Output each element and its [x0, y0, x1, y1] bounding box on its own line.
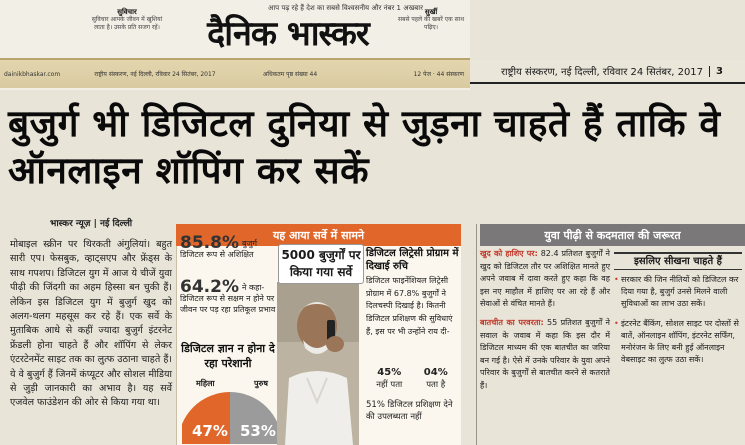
why-learn-item: • इंटरनेट बैंकिंग, सोशल साइट पर दोस्तों से बातें, ऑनलाइन शॉपिंग, इंटरनेट सर्फिंग, मनोरंजन के लिए बनी हुई ऑनलाइन वेबसाइट का लुत्फ उठा सकें।	[614, 318, 742, 367]
no-digital-title: डिजिटल ज्ञान न होना दे रहा परेशानी	[181, 342, 275, 370]
pie-male-label: पुरुष	[254, 379, 268, 388]
masthead-right-title: सुर्खी	[424, 8, 438, 16]
survey-header: यह आया सर्वे में सामने	[176, 224, 461, 246]
survey-stat-1	[180, 233, 276, 260]
survey-size-bubble: 5000 बुजुर्गों पर किया गया सर्वे	[278, 244, 364, 284]
page-line	[470, 60, 745, 84]
edition-note: अधिकतम पृष्ठ संख्या 44	[262, 71, 318, 78]
stat-1-value: 85.8%	[180, 233, 239, 253]
youth-body	[480, 248, 610, 393]
masthead-left-text: सुविचार आपके जीवन में खुशियां लाता है। उसके प्रति सजग रहें।	[91, 16, 163, 31]
page-number: 3	[709, 66, 723, 77]
byline: भास्कर न्यूज़ | नई दिल्ली	[50, 219, 133, 229]
youth-header: युवा पीढ़ी से कदमताल की जरूरत	[480, 224, 745, 246]
masthead-right-box	[392, 8, 470, 58]
why-learn-list	[614, 274, 742, 373]
pct-dont-know-value: 45%	[377, 367, 402, 378]
masthead-tagline: आप पढ़ रहे हैं देश का सबसे विश्वसनीय और नंबर 1 अखबार	[268, 4, 423, 12]
pie-male-value: 53%	[240, 422, 276, 440]
elderly-man-photo	[277, 282, 359, 445]
youth-para-1	[480, 248, 610, 311]
youth-para-1-text: 82.4 प्रतिशत बुजुर्गों ने खुद को डिजिटल तौर पर अशिक्षित मानते हुए अपने जवाब में दावा करते हुए कहा कि वह इस नए माहौल में हाशिए पर आ रहे हैं और सेवाओं से वंचित मानते हैं।	[480, 249, 611, 309]
pie-female-value: 47%	[192, 422, 228, 440]
masthead-right-text: सबसे पहले की खबरें एक साथ पढ़िए।	[397, 16, 465, 31]
photo-illustration	[277, 282, 359, 445]
youth-para-1-lead: खुद को हाशिए पर:	[480, 249, 538, 258]
page-count: 12 पेज · 44 संस्करण	[413, 71, 464, 78]
article-headline: बुजुर्ग भी डिजिटल दुनिया से जुड़ना चाहते हैं ताकि वे ऑनलाइन शॉपिंग कर सकें	[8, 102, 721, 192]
masthead-info-bar	[0, 58, 470, 88]
masthead-left-box	[88, 8, 166, 58]
newspaper-logo	[178, 12, 398, 52]
literacy-text: डिजिटल फाइनेंशियल लिट्रेसी प्रोग्राम में 67.8% बुजुर्गों ने दिलचस्पी दिखाई है। कितनी डिजिटल प्रशिक्षण की सुविधाएं हैं, इस पर भी उन्होंने राय दी-	[366, 276, 453, 336]
column-divider	[476, 224, 477, 445]
stat-1-text: बुजुर्ग डिजिटल रूप से अशिक्षित	[180, 239, 257, 259]
masthead	[0, 0, 470, 90]
youth-para-2-text: 55 प्रतिशत बुजुर्गों ने सवाल के जवाब में कहा कि इस दौर में डिजिटल माध्यम की एक बातचीत का जरिया बन गई है। ऐसे में उनके परिवार के युवा अपने परिवार के बुजुर्गों से बातचीत करने से कतराते हैं।	[480, 317, 610, 390]
page-line-text: राष्ट्रीय संस्करण, नई दिल्ली, रविवार 24 सितंबर, 2017	[500, 67, 704, 78]
pct-dont-know-label: नहीं पता	[376, 380, 403, 390]
why-learn-title: इसलिए सीखना चाहते हैं	[614, 252, 742, 270]
logo-text: दैनिक भास्कर	[207, 14, 369, 54]
pie-female-label: महिला	[196, 379, 215, 388]
pct-dont-know	[366, 367, 413, 397]
youth-para-2-lead: बातचीत का परवरता:	[480, 317, 544, 327]
masthead-left-title: सुविचार	[117, 8, 137, 16]
website-link[interactable]: dainikbhaskar.com	[4, 70, 61, 78]
literacy-title: डिजिटल लिट्रेसी प्रोग्राम में दिखाई रुचि	[366, 248, 459, 272]
top-right-blank	[470, 0, 745, 60]
pct-know-value: 04%	[423, 367, 448, 378]
survey-stat-2	[180, 277, 276, 315]
article-body-left: मोबाइल स्क्रीन पर थिरकती अंगुलियां। बहुत सारी एप। फेसबुक, व्हाट्सएप और फ्रेंड्स के साथ गपशप। डिजिटल युग में आज ये चीजें युवा पीढ़ी की जिंदगी का अहम हिस्सा बन चुकी हैं। लेकिन इस डिजिटल युग में बुजुर्ग खुद को अलग-थलग महसूस कर रहे हैं। एक सर्वे के मुताबिक आधे से कहीं ज्यादा बुजुर्ग इंटरनेट फ्रेंडली होना चाहते हैं और शॉपिंग से लेकर एंटरटेनमेंट साइट तक का लुत्फ उठाना चाहते हैं। ये वे बुजुर्ग हैं जिनमें कंप्यूटर और सोशल मीडिया से जुड़ी जानकारी का अभाव है। यह सर्वे एजवेल फाउंडेशन की ओर से किया गया था।	[10, 239, 172, 409]
pct-know-label: पता है	[426, 380, 446, 390]
pct-know	[413, 367, 460, 397]
youth-para-2	[480, 317, 610, 393]
why-learn-item: • सरकार की जिन नीतियों को डिजिटल कर दिया गया है, बुजुर्ग उनसे मिलने वाली सुविधाओं का लाभ उठा सकें।	[614, 274, 742, 311]
edition-meta: राष्ट्रीय संस्करण, नई दिल्ली, रविवार 24 सितंबर, 2017	[94, 71, 216, 78]
stat-2-value: 64.2%	[180, 277, 239, 297]
pct-note: 51% डिजिटल प्रशिक्षण देने की उपलब्धता नहीं	[366, 400, 453, 422]
literacy-percent-row	[366, 367, 459, 397]
gender-pie-chart	[182, 378, 278, 445]
stat-2-text: ने कहा- डिजिटल रूप से सक्षम न होने पर जीवन पर पड़ रहा प्रतिकूल प्रभाव	[180, 283, 276, 314]
